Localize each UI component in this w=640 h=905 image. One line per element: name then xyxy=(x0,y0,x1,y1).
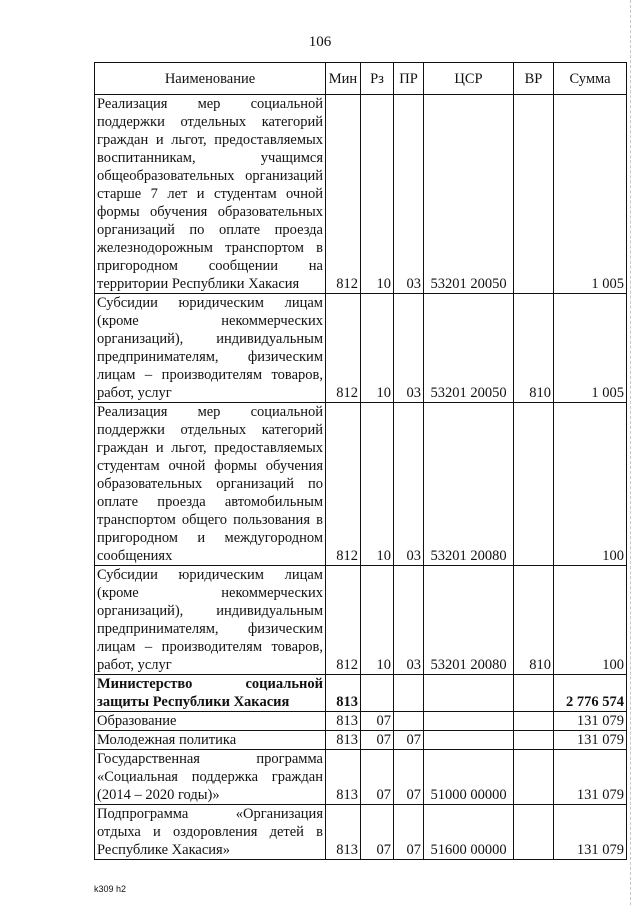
header-rz: Рз xyxy=(361,63,394,95)
cell-pr xyxy=(394,712,424,731)
cell-sum: 1 005 xyxy=(554,95,627,294)
cell-name: Подпрограмма «Организация отдыха и оздоровления детей в Республике Хакасия» xyxy=(95,805,326,860)
cell-pr: 03 xyxy=(394,294,424,403)
table-row xyxy=(95,95,627,294)
table-header-row xyxy=(95,63,627,95)
cell-name: Реализация мер социальной поддержки отдельных категорий граждан и льгот, предоставляемых воспитанникам, учащимся общеобразовательных организаций старше 7 лет и студентам очной формы обучения образовательных организаций по оплате проезда железнодорожным транспортом в пригородном сообщении на территории Республики Хакасия xyxy=(95,95,326,294)
cell-pr: 07 xyxy=(394,731,424,750)
header-sum: Сумма xyxy=(554,63,627,95)
header-pr: ПР xyxy=(394,63,424,95)
cell-name: Субсидии юридическим лицам (кроме некоммерческих организаций), индивидуальным предпринимателям, физическим лицам – производителям товаров, работ, услуг xyxy=(95,294,326,403)
cell-csr xyxy=(424,731,514,750)
cell-rz xyxy=(361,675,394,712)
cell-csr: 53201 20050 xyxy=(424,294,514,403)
cell-name: Молодежная политика xyxy=(95,731,326,750)
cell-csr: 53201 20080 xyxy=(424,403,514,566)
table-body xyxy=(95,95,627,860)
scan-edge-line xyxy=(630,0,631,905)
header-name: Наименование xyxy=(95,63,326,95)
header-min: Мин xyxy=(326,63,361,95)
cell-vr xyxy=(514,403,554,566)
cell-rz: 07 xyxy=(361,712,394,731)
table-row xyxy=(95,712,627,731)
cell-min: 813 xyxy=(326,675,361,712)
cell-pr: 07 xyxy=(394,750,424,805)
cell-vr xyxy=(514,95,554,294)
cell-name: Министерство социальной защиты Республики Хакасия xyxy=(95,675,326,712)
cell-rz: 10 xyxy=(361,294,394,403)
cell-csr: 51000 00000 xyxy=(424,750,514,805)
cell-csr xyxy=(424,712,514,731)
cell-name: Образование xyxy=(95,712,326,731)
cell-min: 813 xyxy=(326,805,361,860)
table-row xyxy=(95,566,627,675)
cell-sum: 2 776 574 xyxy=(554,675,627,712)
cell-csr: 51600 00000 xyxy=(424,805,514,860)
table-row xyxy=(95,731,627,750)
cell-name: Реализация мер социальной поддержки отдельных категорий граждан и льгот, предоставляемых студентам очной формы обучения образовательных организаций по оплате проезда автомобильным транспортом общего пользования в пригородном и междугородном сообщениях xyxy=(95,403,326,566)
cell-pr: 03 xyxy=(394,566,424,675)
header-csr: ЦСР xyxy=(424,63,514,95)
cell-rz: 10 xyxy=(361,95,394,294)
footer-code: k309 h2 xyxy=(94,884,127,894)
cell-sum: 131 079 xyxy=(554,750,627,805)
cell-min: 812 xyxy=(326,294,361,403)
cell-rz: 07 xyxy=(361,750,394,805)
cell-vr xyxy=(514,805,554,860)
cell-min: 812 xyxy=(326,566,361,675)
page-number: 106 xyxy=(308,34,332,50)
cell-min: 812 xyxy=(326,403,361,566)
table-row xyxy=(95,675,627,712)
cell-sum: 131 079 xyxy=(554,731,627,750)
cell-sum: 100 xyxy=(554,566,627,675)
cell-vr: 810 xyxy=(514,294,554,403)
cell-rz: 07 xyxy=(361,731,394,750)
cell-min: 813 xyxy=(326,750,361,805)
cell-sum: 131 079 xyxy=(554,805,627,860)
cell-sum: 1 005 xyxy=(554,294,627,403)
cell-pr: 07 xyxy=(394,805,424,860)
cell-rz: 10 xyxy=(361,403,394,566)
cell-min: 812 xyxy=(326,95,361,294)
cell-min: 813 xyxy=(326,731,361,750)
cell-csr: 53201 20050 xyxy=(424,95,514,294)
cell-vr xyxy=(514,750,554,805)
cell-name: Государственная программа «Социальная поддержка граждан (2014 – 2020 годы)» xyxy=(95,750,326,805)
cell-sum: 100 xyxy=(554,403,627,566)
cell-pr: 03 xyxy=(394,403,424,566)
cell-pr xyxy=(394,675,424,712)
cell-csr xyxy=(424,675,514,712)
cell-csr: 53201 20080 xyxy=(424,566,514,675)
table-row xyxy=(95,403,627,566)
cell-rz: 07 xyxy=(361,805,394,860)
table-row xyxy=(95,294,627,403)
table-row xyxy=(95,805,627,860)
table-row xyxy=(95,750,627,805)
cell-pr: 03 xyxy=(394,95,424,294)
cell-sum: 131 079 xyxy=(554,712,627,731)
cell-vr: 810 xyxy=(514,566,554,675)
cell-vr xyxy=(514,731,554,750)
cell-vr xyxy=(514,712,554,731)
cell-name: Субсидии юридическим лицам (кроме некоммерческих организаций), индивидуальным предпринимателям, физическим лицам – производителям товаров, работ, услуг xyxy=(95,566,326,675)
cell-vr xyxy=(514,675,554,712)
budget-table xyxy=(94,62,627,860)
header-vr: ВР xyxy=(514,63,554,95)
cell-rz: 10 xyxy=(361,566,394,675)
cell-min: 813 xyxy=(326,712,361,731)
